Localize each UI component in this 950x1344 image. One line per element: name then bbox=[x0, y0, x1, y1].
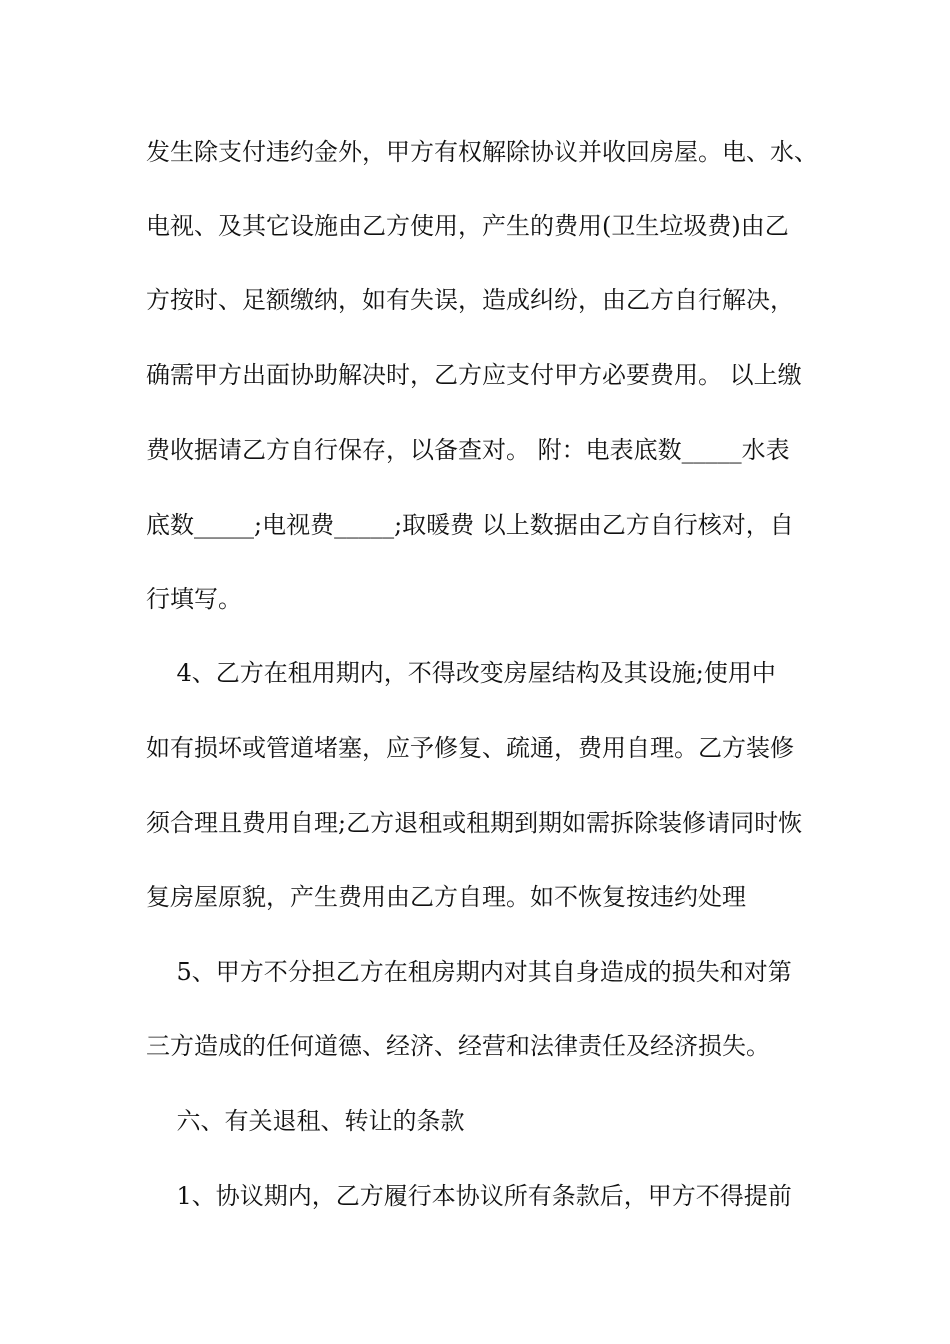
text-line-9: 如有损坏或管道堵塞，应予修复、疏通，费用自理。乙方装修 bbox=[146, 734, 794, 762]
text-line-3: 方按时、足额缴纳，如有失误，造成纠纷，由乙方自行解决， bbox=[146, 286, 794, 314]
text-line-12: 5、甲方不分担乙方在租房期内对其自身造成的损失和对第 bbox=[146, 958, 792, 986]
text-line-11: 复房屋原貌，产生费用由乙方自理。如不恢复按违约处理 bbox=[146, 883, 746, 911]
text-line-14: 六、有关退租、转让的条款 bbox=[146, 1107, 465, 1135]
text-line-8: 4、乙方在租用期内，不得改变房屋结构及其设施;使用中 bbox=[146, 659, 776, 687]
text-line-2: 电视、及其它设施由乙方使用，产生的费用(卫生垃圾费)由乙 bbox=[146, 212, 789, 240]
text-line-6: 底数_____;电视费_____;取暖费 以上数据由乙方自行核对，自 bbox=[146, 511, 794, 539]
text-line-7: 行填写。 bbox=[146, 585, 242, 613]
text-line-15: 1、协议期内，乙方履行本协议所有条款后，甲方不得提前 bbox=[146, 1182, 792, 1210]
text-line-4: 确需甲方出面协助解决时，乙方应支付甲方必要费用。 以上缴 bbox=[146, 361, 802, 389]
text-line-13: 三方造成的任何道德、经济、经营和法律责任及经济损失。 bbox=[146, 1032, 770, 1060]
text-line-1: 发生除支付违约金外，甲方有权解除协议并收回房屋。电、水、 bbox=[146, 138, 818, 166]
text-line-10: 须合理且费用自理;乙方退租或租期到期如需拆除装修请同时恢 bbox=[146, 809, 803, 837]
text-line-5: 费收据请乙方自行保存，以备查对。 附：电表底数_____水表 bbox=[146, 436, 790, 464]
